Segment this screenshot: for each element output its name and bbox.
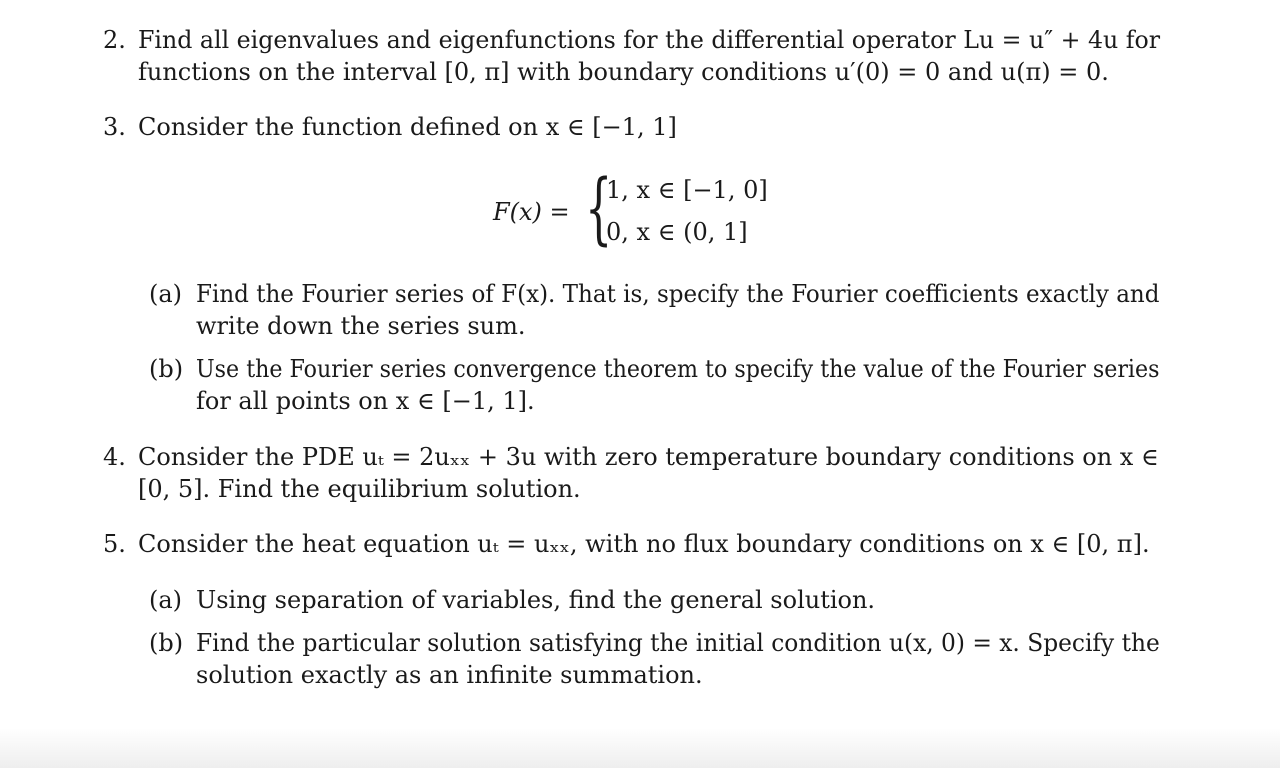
problem-5a-label: (a): [149, 586, 183, 614]
problem-4-line-2: [0, 5]. Find the equilibrium solution.: [138, 475, 581, 503]
problem-3b-line-1: Use the Fourier series convergence theorem to specify the value of the Fourier series: [196, 355, 1160, 383]
left-brace-icon: {: [585, 164, 613, 254]
bottom-shade: [0, 728, 1280, 768]
problem-4-line-1: Consider the PDE uₜ = 2uₓₓ + 3u with zero temperature boundary conditions on x ∈: [138, 443, 1159, 471]
problem-5-line-1: Consider the heat equation uₜ = uₓₓ, with no flux boundary conditions on x ∈ [0, π].: [138, 530, 1150, 558]
problem-3b-line-2: for all points on x ∈ [−1, 1].: [196, 387, 535, 415]
problem-4-number: 4.: [103, 443, 126, 471]
problem-3a-line-2: write down the series sum.: [196, 312, 526, 340]
problem-5-number: 5.: [103, 530, 126, 558]
problem-2-number: 2.: [103, 26, 126, 54]
problem-3-number: 3.: [103, 113, 126, 141]
problem-2-line-1: Find all eigenvalues and eigenfunctions for the differential operator Lu = u″ + 4u for: [138, 26, 1161, 54]
problem-5b-label: (b): [149, 629, 184, 657]
equation-case-1: 1, x ∈ [−1, 0]: [606, 176, 768, 204]
problem-5b-line-1: Find the particular solution satisfying the initial condition u(x, 0) = x. Specify the: [196, 629, 1160, 657]
problem-3-line-1: Consider the function defined on x ∈ [−1, 1]: [138, 113, 677, 141]
equation-case-2: 0, x ∈ (0, 1]: [606, 218, 748, 246]
problem-3a-line-1: Find the Fourier series of F(x). That is, specify the Fourier coefficients exactly and: [196, 280, 1160, 308]
problem-3b-label: (b): [149, 355, 184, 383]
problem-2-line-2: functions on the interval [0, π] with boundary conditions u′(0) = 0 and u(π) = 0.: [138, 58, 1109, 86]
problem-5b-line-2: solution exactly as an infinite summation.: [196, 661, 703, 689]
equation-lhs: F(x) =: [493, 198, 570, 226]
problem-5a-line-1: Using separation of variables, find the general solution.: [196, 586, 876, 614]
problem-3a-label: (a): [149, 280, 183, 308]
